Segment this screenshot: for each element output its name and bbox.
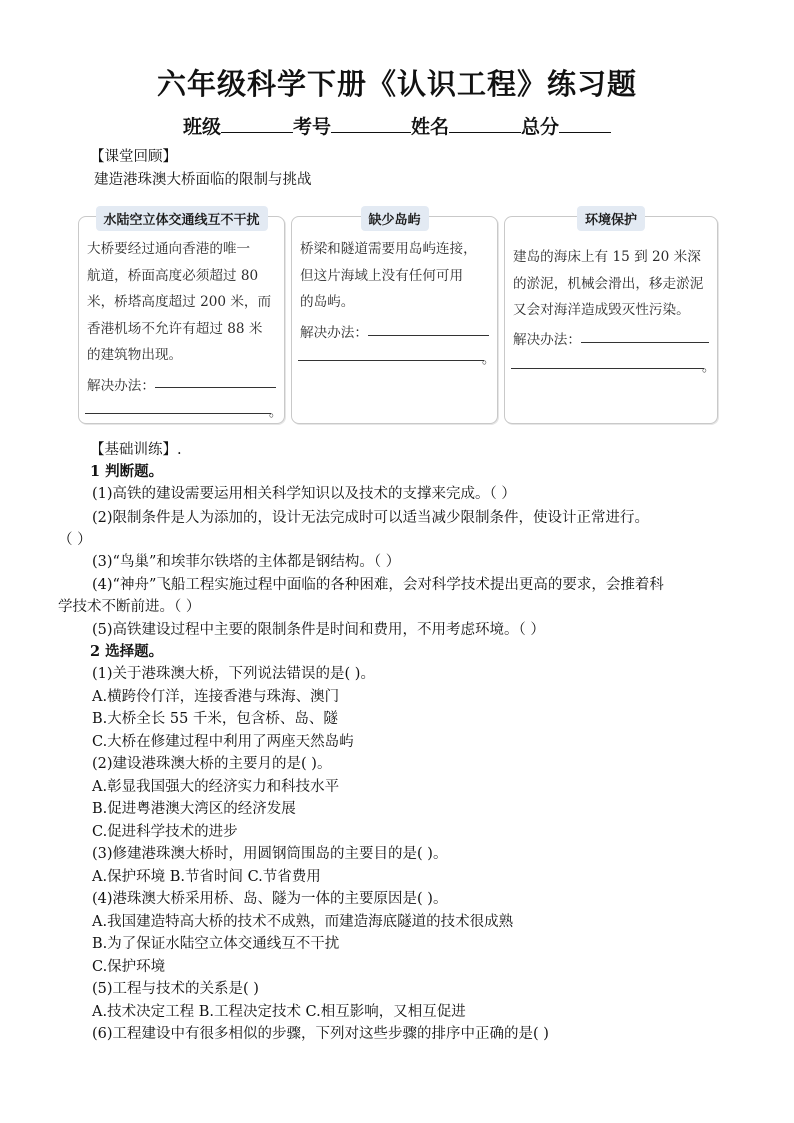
card-traffic-solution-line-1[interactable] [155, 387, 276, 388]
card-environment-solution-line-1[interactable] [581, 342, 709, 343]
judge-question: (3)“鸟巢”和埃菲尔铁塔的主体都是钢结构。（ ） [92, 554, 401, 570]
review-subtitle: 建造港珠澳大桥面临的限制与挑战 [94, 172, 312, 188]
card-text-line: 大桥要经过通向香港的唯一 [87, 241, 251, 257]
choice-option: B.为了保证水陆空立体交通线互不干扰 [92, 936, 340, 952]
choice-option: A.我国建造特高大桥的技术不成熟，而建造海底隧道的技术很成熟 [92, 914, 514, 930]
judge-question: (5)高铁建设过程中主要的限制条件是时间和费用，不用考虑环境。（ ） [92, 622, 545, 638]
card-text-line: 的淤泥，机械会滑出，移走淤泥 [513, 275, 704, 292]
choice-question: (5)工程与技术的关系是( ) [92, 981, 259, 997]
student-info-row [0, 112, 794, 139]
card-islands-end-mark: 。 [482, 352, 496, 367]
exam-no-label: 考号 [292, 116, 331, 138]
choice-option: A.彰显我国强大的经济实力和科技水平 [92, 779, 340, 795]
judge-question-cont: 学技术不断前进。（ ） [58, 599, 201, 615]
card-text-line: 但这片海域上没有任何可用 [300, 267, 464, 284]
card-text-line: 桥梁和隧道需要用岛屿连接， [300, 241, 477, 257]
card-environment-end-mark: 。 [702, 360, 716, 375]
choice-title: 2 选择题。 [90, 643, 164, 660]
card-environment-solution-label: 解决办法： [513, 332, 581, 348]
choice-question: (2)建设港珠澳大桥的主要月的是( )。 [92, 756, 332, 772]
judge-question: (4)“神舟”飞船工程实施过程中面临的各种困难，会对科学技术提出更高的要求，会推着科 [92, 577, 664, 593]
choice-option: B.大桥全长 55 千米，包含桥、岛、隧 [92, 711, 338, 727]
choice-option: A.横跨伶仃洋，连接香港与珠海、澳门 [92, 689, 340, 705]
judge-question: (1)高铁的建设需要运用相关科学知识以及技术的支撑来完成。（ ） [92, 486, 516, 502]
card-text-line: 香港机场不允许有超过 88 米 [87, 320, 263, 337]
card-text-line: 建岛的海床上有 15 到 20 米深 [513, 249, 701, 265]
card-islands [291, 213, 498, 424]
card-text-line: 的建筑物出现。 [87, 347, 183, 363]
card-text-line: 又会对海洋造成毁灭性污染。 [513, 302, 690, 318]
card-islands-solution-line-2[interactable] [298, 360, 484, 361]
card-islands-header: 缺少岛屿 [360, 206, 428, 231]
judge-title: 1 判断题。 [90, 463, 164, 480]
score-blank[interactable] [559, 116, 611, 133]
card-environment [504, 213, 718, 424]
card-traffic-text [87, 236, 276, 369]
choice-option: C.保护环境 [92, 959, 166, 975]
name-label: 姓名 [411, 116, 450, 138]
name-blank[interactable] [449, 116, 521, 133]
card-islands-text [300, 236, 489, 316]
card-environment-text [513, 244, 709, 324]
score-label: 总分 [521, 116, 560, 138]
card-traffic [78, 213, 285, 424]
choice-question: (6)工程建设中有很多相似的步骤，下列对这些步骤的排序中正确的是( ) [92, 1026, 549, 1042]
card-environment-solution-line-2[interactable] [511, 368, 704, 369]
card-islands-solution-line-1[interactable] [368, 335, 489, 336]
card-text-line: 航道，桥面高度必须超过 80 [87, 267, 259, 284]
choice-option: A.技术决定工程 B.工程决定技术 C.相互影响，又相互促进 [92, 1004, 466, 1020]
judge-question: (2)限制条件是人为添加的，设计无法完成时可以适当减少限制条件，使设计正常进行。 [92, 510, 650, 526]
class-label: 班级 [182, 116, 221, 138]
card-environment-header: 环境保护 [577, 206, 645, 231]
card-traffic-end-mark: 。 [269, 405, 283, 420]
review-heading: 【课堂回顾】 [90, 149, 177, 165]
choice-question: (3)修建港珠澳大桥时，用圆钢筒围岛的主要目的是( )。 [92, 846, 448, 862]
card-traffic-solution-label: 解决办法： [87, 378, 155, 394]
choice-option: C.大桥在修建过程中利用了两座天然岛屿 [92, 734, 354, 750]
card-text-line: 米，桥塔高度超过 200 米，而 [87, 294, 272, 310]
choice-option: B.促进粤港澳大湾区的经济发展 [92, 801, 296, 817]
card-traffic-solution-line-2[interactable] [85, 413, 271, 414]
training-heading: 【基础训练】. [90, 442, 182, 458]
choice-option: C.促进科学技术的进步 [92, 824, 238, 840]
choice-question: (4)港珠澳大桥采用桥、岛、隧为一体的主要原因是( )。 [92, 891, 448, 907]
card-islands-solution-label: 解决办法： [300, 325, 368, 341]
exam-no-blank[interactable] [331, 116, 411, 133]
judge-question-cont: （ ） [58, 532, 92, 548]
card-traffic-header: 水陆空立体交通线互不干扰 [95, 206, 267, 231]
card-text-line: 的岛屿。 [300, 294, 355, 310]
choice-question: (1)关于港珠澳大桥，下列说法错误的是( )。 [92, 666, 375, 682]
choice-option: A.保护环境 B.节省时间 C.节省费用 [92, 869, 321, 885]
page-title: 六年级科学下册《认识工程》练习题 [156, 67, 637, 101]
class-blank[interactable] [221, 116, 293, 133]
